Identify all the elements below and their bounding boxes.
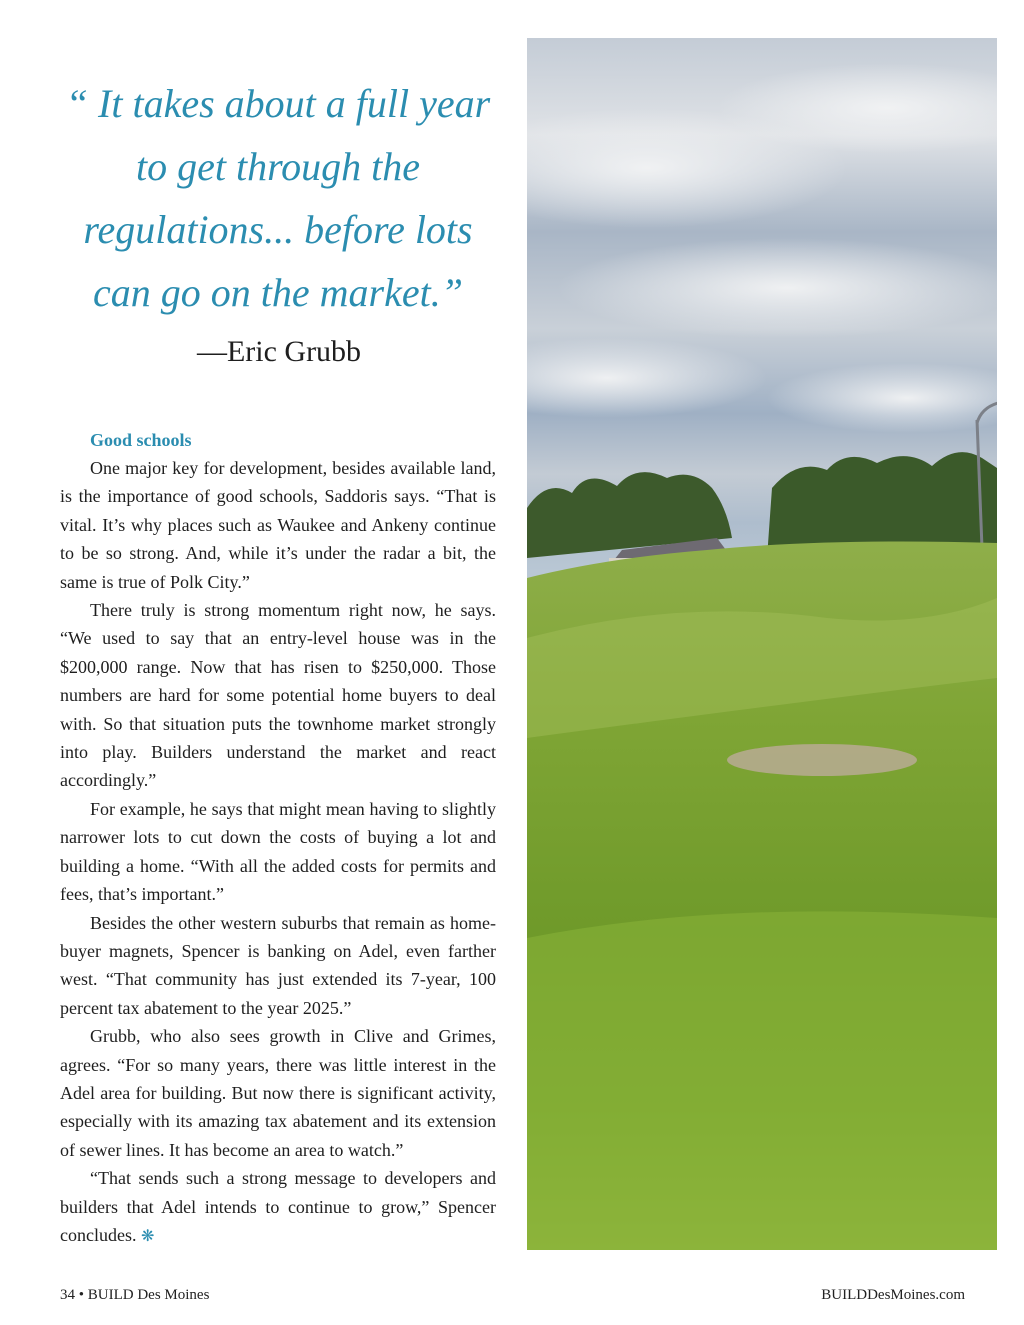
end-mark-icon: ❋ bbox=[140, 1227, 155, 1245]
article-paragraph: Grubb, who also sees growth in Clive and Grimes, agrees. “For so many years, there was little interest in the Adel area for building. But now there is significant activity, especially with its amazing tax abatement and its extension of sewer lines. It has become an area to watch.” bbox=[60, 1026, 496, 1160]
article-body bbox=[60, 426, 496, 1251]
pull-quote-text: “ It takes about a full year to get through the regulations... before lots can go on the market.” bbox=[65, 81, 491, 315]
section-heading: Good schools bbox=[90, 430, 192, 450]
article-paragraph-last bbox=[60, 1164, 496, 1251]
grassland-photo bbox=[527, 38, 997, 1250]
article-paragraph: For example, he says that might mean having to slightly narrower lots to cut down the costs of buying a lot and building a home. “With all the added costs for permits and fees, that’s important.” bbox=[60, 798, 496, 905]
article-paragraph: There truly is strong momentum right now, he says. “We used to say that an entry-level house was in the $200,000 range. Now that has risen to $250,000. Those numbers are hard for some potential home buyers to deal with. So that situation puts the townhome market strongly into play. Builders understand the market and react accordingly.” bbox=[60, 600, 496, 791]
article-paragraph: One major key for development, besides available land, is the importance of good schools, Saddoris says. “That is vital. It’s why places such as Waukee and Ankeny continue to be so strong. And, while it’s under the radar a bit, the same is true of Polk City.” bbox=[60, 458, 496, 592]
article-paragraph-text: “That sends such a strong message to developers and builders that Adel intends to continue to grow,” Spencer concludes. bbox=[60, 1168, 496, 1245]
pull-quote-attribution: —Eric Grubb bbox=[196, 335, 362, 368]
article-paragraph: Besides the other western suburbs that remain as home-buyer magnets, Spencer is banking on Adel, even farther west. “That community has just extended its 7-year, 100 percent tax abatement to the year 2025.” bbox=[60, 912, 496, 1018]
grassland-photo-illustration bbox=[527, 38, 997, 1250]
footer-website: BUILDDesMoines.com bbox=[821, 1287, 965, 1303]
pull-quote bbox=[60, 72, 496, 374]
footer-page-info: 34 • BUILD Des Moines bbox=[60, 1287, 210, 1303]
